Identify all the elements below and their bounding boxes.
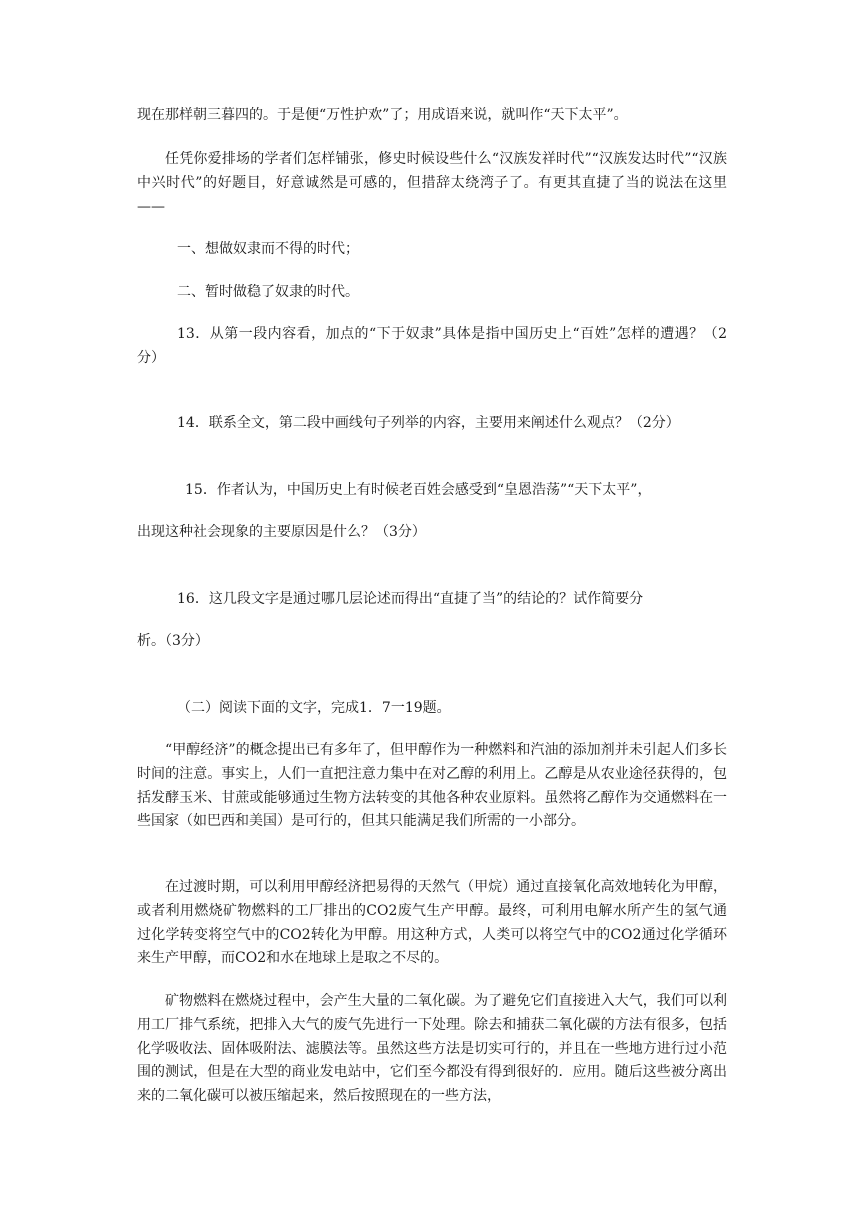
paragraph-methanol-2: 在过渡时期，可以利用甲醇经济把易得的天然气（甲烷）通过直接氧化高效地转化为甲醇，或者利用燃烧矿物燃料的工厂排出的CO2废气生产甲醇。最终，可利用电解水所产生的氢气通过化学转变将空气中的CO2转化为甲醇。用这种方式，人类可以将空气中的CO2通过化学循环来生产甲醇，而CO2和水在地球上是取之不尽的。 [137,879,727,967]
paragraph-methanol-3: 矿物燃料在燃烧过程中，会产生大量的二氧化碳。为了避免它们直接进入大气，我们可以利用工厂排气系统，把排入大气的废气先进行一下处理。除去和捕获二氧化碳的方法有很多，包括化学吸收法、固体吸附法、滤膜法等。虽然这些方法是切实可行的，并且在一些地方进行过小范围的测试，但是在大型的商业发电站中，它们至今都没有得到很好的．应用。随后这些被分离出来的二氧化碳可以被压缩起来，然后按照现在的一些方法， [137,993,727,1105]
question-14: 14．联系全文，第二段中画线句子列举的内容，主要用来阐述什么观点？（2分） [177,415,680,431]
text-line-top: 现在那样朝三暮四的。于是便“万性护欢”了；用成语来说，就叫作“天下太平”。 [137,107,628,123]
question-15-line-1: 15．作者认为，中国历史上有时候老百姓会感受到“皇恩浩荡”“天下太平”， [185,482,652,498]
question-13: 13．从第一段内容看，加点的“下于奴隶”具体是指中国历史上“百姓”怎样的遭遇？（2分） [137,326,727,366]
section-2-heading: （二）阅读下面的文字，完成1．7一19题。 [177,700,451,716]
question-16-line-1: 16．这几段文字是通过哪几层论述而得出“直捷了当”的结论的？试作简要分 [177,591,644,607]
question-15-line-2: 出现这种社会现象的主要原因是什么？（3分） [137,524,426,540]
question-16-line-2: 析。（3分） [137,633,209,649]
era-item-2: 二、暂时做稳了奴隶的时代。 [177,284,359,300]
paragraph-methanol-1: “甲醇经济”的概念提出已有多年了，但甲醇作为一种燃料和汽油的添加剂并未引起人们多长时间的注意。事实上，人们一直把注意力集中在对乙醇的利用上。乙醇是从农业途径获得的，包括发酵玉米、甘蔗或能够通过生物方法转变的其他各种农业原料。虽然将乙醇作为交通燃料在一些国家（如巴西和美国）是可行的，但其只能满足我们所需的一小部分。 [137,742,727,830]
paragraph-era: 任凭你爱排场的学者们怎样铺张，修史时候设些什么“汉族发祥时代”“汉族发达时代”“汉族中兴时代”的好题目，好意诚然是可感的，但措辞太绕湾子了。有更其直捷了当的说法在这里—— [137,151,727,215]
era-item-1: 一、想做奴隶而不得的时代； [177,241,359,257]
